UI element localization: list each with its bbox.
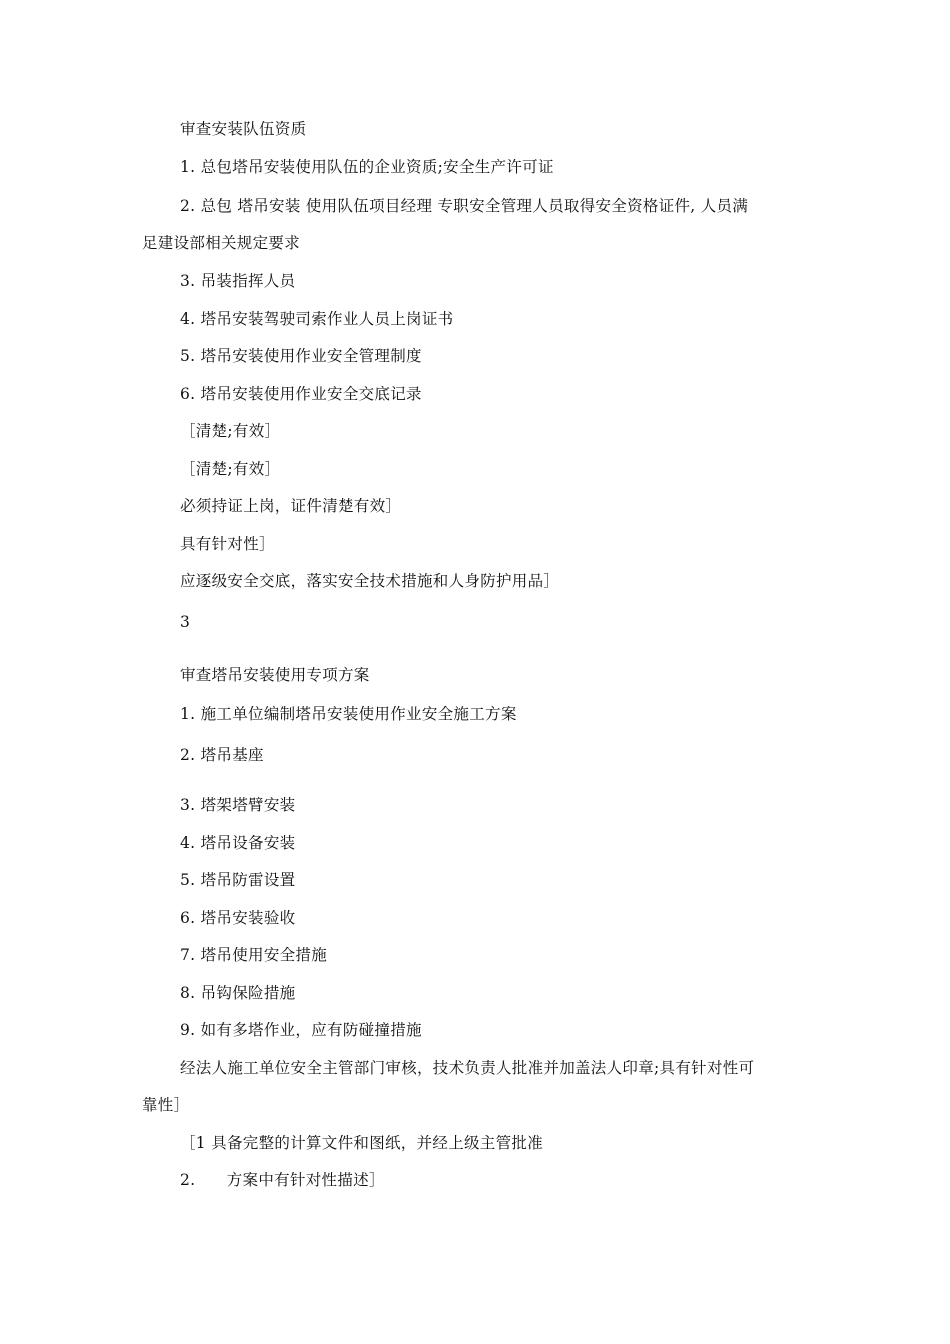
section1-note-4: 具有针对性］	[180, 535, 275, 553]
section1-item-4: 4. 塔吊安装驾驶司索作业人员上岗证书	[180, 310, 454, 328]
section2-item-5: 5. 塔吊防雷设置	[180, 871, 296, 889]
section1-item-2-continued: 足建设部相关规定要求	[142, 234, 301, 252]
section1-note-5: 应逐级安全交底，落实安全技术措施和人身防护用品］	[180, 572, 560, 590]
section2-item-7: 7. 塔吊使用安全措施	[180, 946, 328, 964]
section2-item-9: 9. 如有多塔作业，应有防碰撞措施	[180, 1021, 422, 1039]
section2-note-1-continued: 靠性］	[142, 1096, 190, 1114]
section2-note-2: ［1 具备完整的计算文件和图纸，并经上级主管批准	[180, 1134, 543, 1152]
section1-note-1: ［清楚;有效］	[180, 422, 281, 440]
section2-note-1: 经法人施工单位安全主管部门审核，技术负责人批准并加盖法人印章;具有针对性可	[180, 1059, 755, 1077]
section1-score: 3	[180, 613, 191, 631]
section2-item-3: 3. 塔架塔臂安装	[180, 796, 296, 814]
section1-note-2: ［清楚;有效］	[180, 460, 281, 478]
section1-item-2: 2. 总包 塔吊安装 使用队伍项目经理 专职安全管理人员取得安全资格证件, 人员满	[180, 197, 749, 215]
section2-heading: 审查塔吊安装使用专项方案	[180, 666, 370, 684]
section2-item-6: 6. 塔吊安装验收	[180, 909, 296, 927]
section2-note-3: 2. 方案中有针对性描述］	[180, 1171, 385, 1189]
section2-item-2: 2. 塔吊基座	[180, 746, 264, 764]
section1-item-3: 3. 吊装指挥人员	[180, 272, 296, 290]
section2-item-8: 8. 吊钩保险措施	[180, 984, 296, 1002]
section1-heading: 审查安装队伍资质	[180, 120, 307, 138]
section1-item-5: 5. 塔吊安装使用作业安全管理制度	[180, 347, 422, 365]
section2-item-1: 1. 施工单位编制塔吊安装使用作业安全施工方案	[180, 705, 517, 723]
section1-item-1: 1. 总包塔吊安装使用队伍的企业资质;安全生产许可证	[180, 158, 554, 176]
section1-item-6: 6. 塔吊安装使用作业安全交底记录	[180, 385, 422, 403]
section2-item-4: 4. 塔吊设备安装	[180, 834, 296, 852]
section1-note-3: 必须持证上岗，证件清楚有效］	[180, 497, 402, 515]
